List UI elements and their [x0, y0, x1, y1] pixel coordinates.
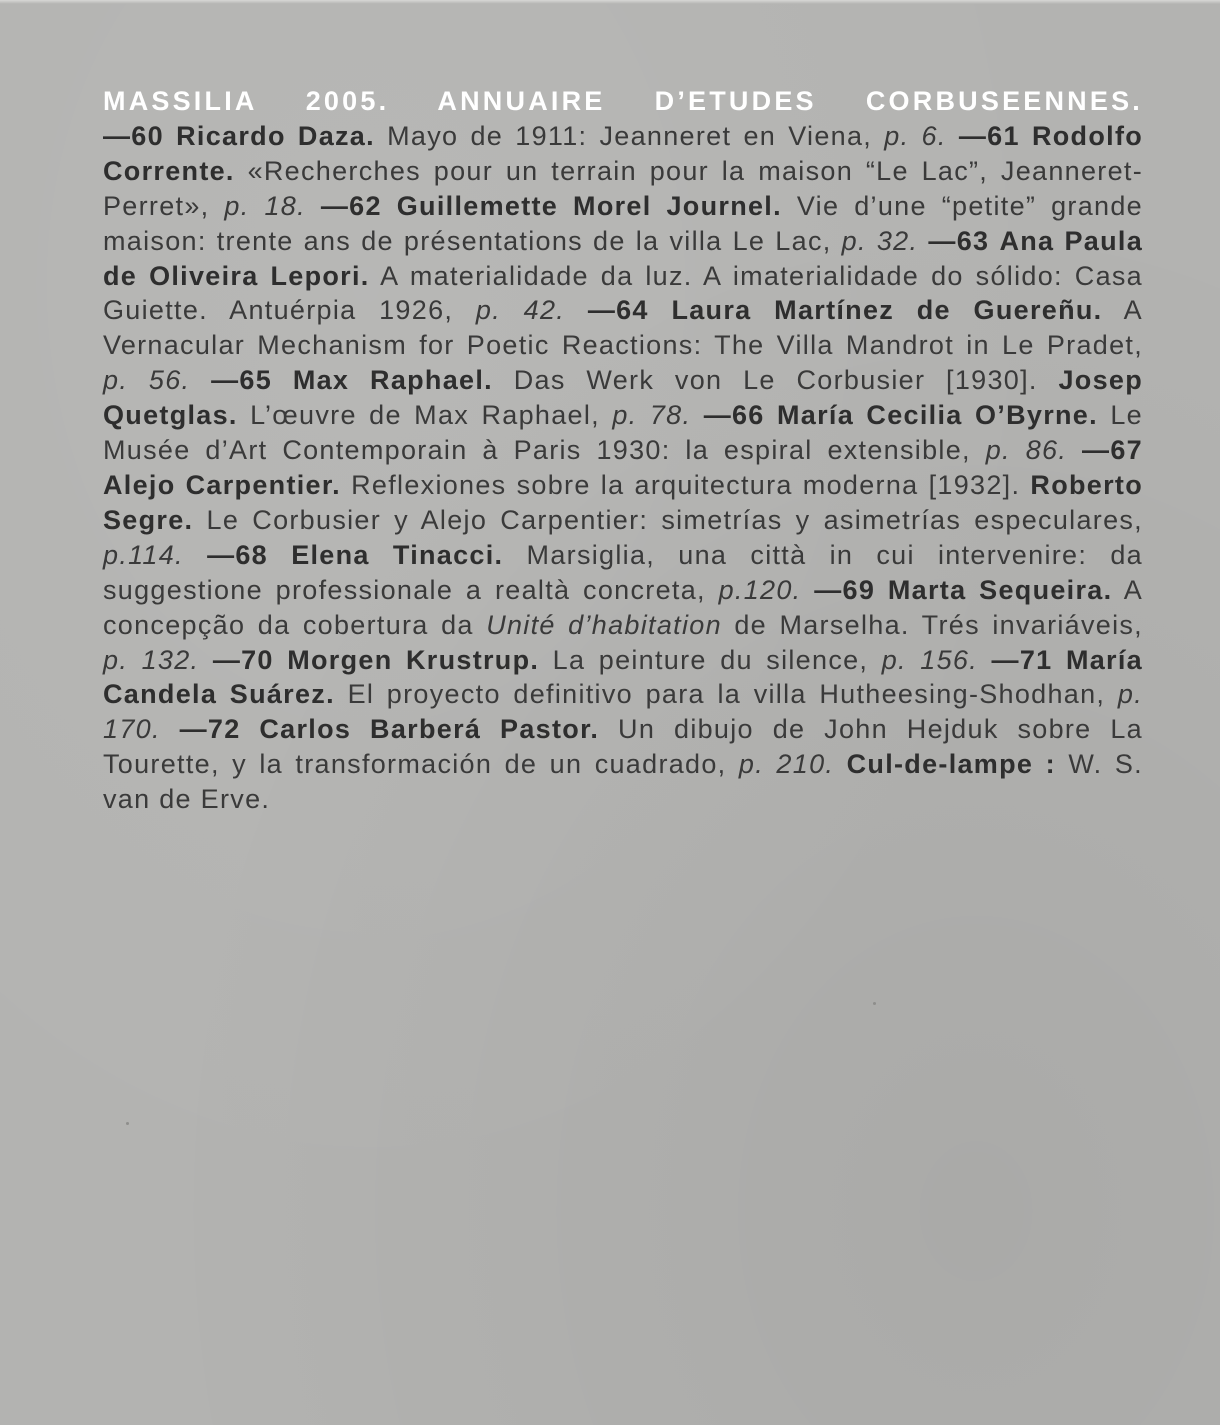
entry-page: p. 78.: [612, 400, 692, 431]
entry-author: María Cecilia O’Byrne.: [777, 400, 1098, 431]
entry-page: p. 56.: [103, 365, 191, 396]
entry-text: Marsiglia, una città in cui intervenire: da suggestione professionale a realtà concreta,: [103, 539, 1143, 605]
entry-author: Ana Paula de Oliveira Lepori.: [103, 225, 1144, 291]
entry-author: Max Raphael.: [292, 365, 493, 396]
entry-number: —69: [814, 574, 876, 605]
entry-author-secondary: Josep Quetglas.: [103, 365, 1144, 431]
entry-author: Elena Tinacci.: [291, 539, 504, 570]
entry-number: —68: [207, 539, 268, 570]
entry-70: [213, 645, 978, 675]
entry-page: p. 132.: [103, 644, 200, 675]
entry-author: Guillemette Morel Journel.: [396, 190, 782, 221]
entry-text: Le Musée d’Art Contemporain à Paris 1930: la espiral extensible,: [103, 400, 1143, 466]
entry-text: Reflexiones sobre la arquitectura moderna [1932].: [351, 469, 1021, 500]
contents-text-block: [103, 84, 1143, 817]
entry-page: p. 18.: [224, 190, 306, 221]
entry-page: p. 156.: [881, 644, 979, 675]
entry-text: Mayo de 1911: Jeanneret en Viena,: [387, 120, 873, 151]
entry-page: p. 210.: [738, 749, 835, 780]
entry-author: Laura Martínez de Guereñu.: [671, 295, 1103, 326]
entry-text: A materialidade da luz. A imaterialidade do sólido: Casa Guiette. Antuérpia 1926,: [103, 260, 1144, 326]
entry-author: Carlos Barberá Pastor.: [259, 714, 600, 745]
entry-text: A Vernacular Mechanism for Poetic Reactions: The Villa Mandrot in Le Pradet,: [103, 295, 1143, 361]
entry-author-secondary: Roberto Segre.: [103, 469, 1143, 535]
paper-speck: [126, 1122, 129, 1125]
entry-number: —71: [991, 644, 1053, 675]
entry-number: —70: [212, 644, 274, 675]
entry-page: p. 42.: [475, 295, 566, 326]
entry-text: Vie d’une “petite” grande maison: trente ans de présentations de la villa Le Lac,: [103, 190, 1143, 256]
entry-number: —67: [1082, 435, 1143, 466]
entry-author: Rodolfo Corrente.: [103, 120, 1144, 186]
entry-text-secondary: L’œuvre de Max Raphael,: [250, 400, 600, 431]
entry-page: p. 32.: [841, 225, 919, 256]
entry-text: Das Werk von Le Corbusier [1930].: [513, 365, 1038, 396]
cul-de-lampe-name: W. S. van de Erve.: [103, 749, 1143, 815]
entry-text: La peinture du silence,: [552, 644, 869, 675]
cul-de-lampe-label: Cul-de-lampe :: [846, 749, 1056, 780]
entry-author: Morgen Krustrup.: [287, 644, 540, 675]
cover-top-edge: [0, 0, 1220, 4]
entry-author: Alejo Carpentier.: [103, 469, 341, 500]
book-title: MASSILIA 2005. ANNUAIRE D’ETUDES CORBUSEENNES.: [103, 86, 1143, 116]
entry-number: —64: [587, 295, 649, 326]
entry-number: —65: [211, 365, 273, 396]
entry-page: p.114.: [103, 539, 184, 570]
entry-number: —61: [958, 120, 1020, 151]
entry-text-secondary: de Marselha. Trés invariáveis,: [734, 609, 1143, 640]
entry-number: —62: [320, 190, 382, 221]
entry-60: [103, 121, 947, 151]
entry-page: p. 6.: [884, 120, 947, 151]
entry-author: María Candela Suárez.: [103, 644, 1143, 710]
paper-speck: [873, 1002, 876, 1005]
entry-text: El proyecto definitivo para la villa Hutheesing-Shodhan,: [347, 679, 1106, 710]
entry-number: —63: [928, 225, 990, 256]
entry-page: p.120.: [718, 574, 802, 605]
entry-author: Marta Sequeira.: [887, 574, 1113, 605]
entry-text-secondary: Le Corbusier y Alejo Carpentier: simetrías y asimetrías especulares,: [206, 504, 1143, 535]
entry-page: p. 170.: [103, 679, 1144, 745]
entry-number: —66: [703, 400, 765, 431]
entry-text: A concepção da cobertura da: [103, 574, 1143, 640]
entry-author: Ricardo Daza.: [176, 120, 375, 151]
entry-number: —72: [179, 714, 241, 745]
entry-page: p. 86.: [985, 435, 1068, 466]
entry-text: «Recherches pour un terrain pour la maison “Le Lac”, Jeanneret-Perret»,: [103, 155, 1143, 221]
entry-text: Un dibujo de John Hejduk sobre La Tourette, y la transformación de un cuadrado,: [103, 714, 1143, 780]
entry-number: —60: [103, 120, 164, 151]
entry-italic-title: Unité d’habitation: [486, 609, 722, 640]
